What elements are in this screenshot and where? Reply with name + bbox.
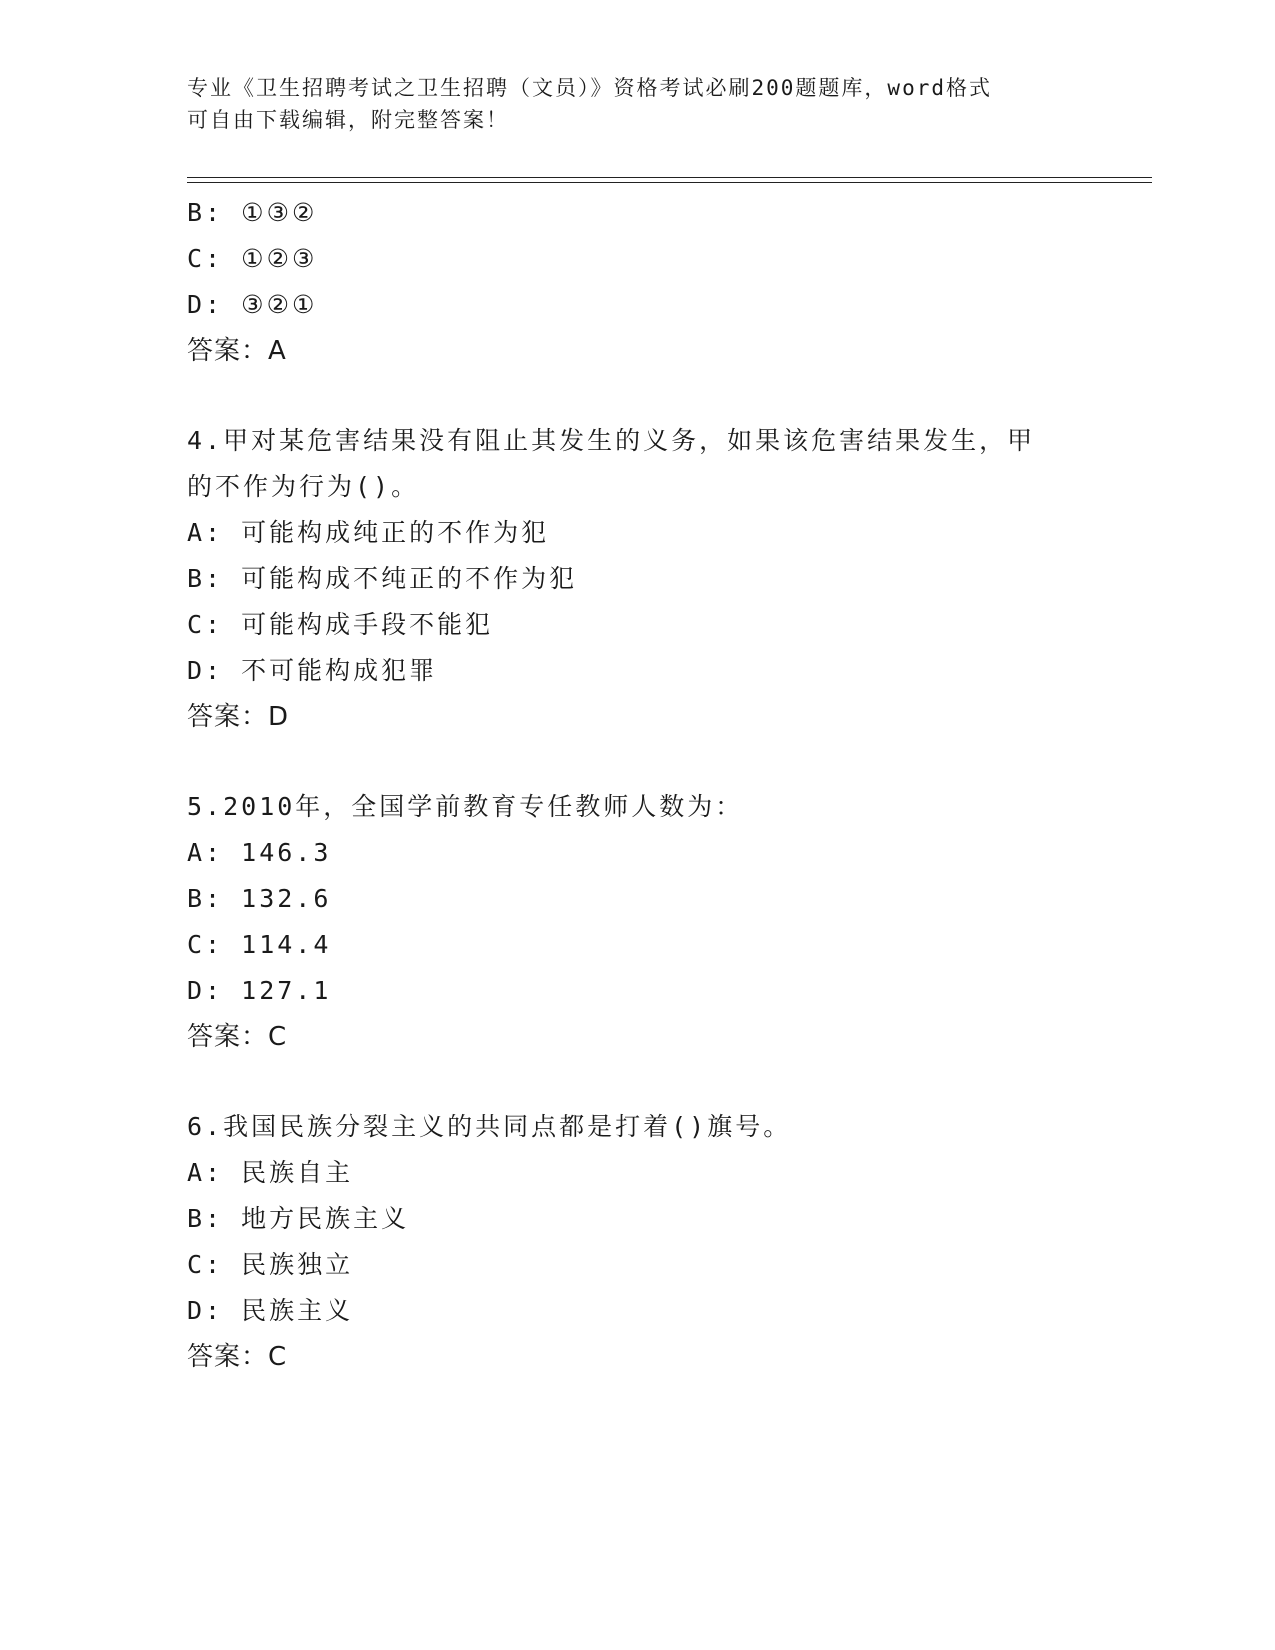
option-b: B: 地方民族主义	[187, 1204, 410, 1233]
header-title-line2: 可自由下载编辑，附完整答案！	[187, 108, 509, 132]
answer-label: 答案：C	[187, 1022, 288, 1052]
option-b: B: ①③②	[187, 198, 318, 227]
option-b: B: 可能构成不纯正的不作为犯	[187, 564, 578, 593]
option-a: A: 146.3	[187, 838, 332, 867]
answer-label: 答案：D	[187, 702, 290, 732]
option-a: A: 民族自主	[187, 1158, 354, 1187]
option-a: A: 可能构成纯正的不作为犯	[187, 518, 550, 547]
question-list	[187, 190, 1087, 1380]
question-4	[187, 418, 1087, 740]
option-d: D: ③②①	[187, 290, 318, 319]
document-header	[187, 72, 1087, 136]
question-stem-line1: 4.甲对某危害结果没有阻止其发生的义务，如果该危害结果发生，甲	[187, 426, 1036, 455]
option-c: C: 可能构成手段不能犯	[187, 610, 494, 639]
answer-label: 答案：A	[187, 336, 287, 366]
option-b: B: 132.6	[187, 884, 332, 913]
header-divider-top	[187, 177, 1152, 178]
question-stem: 6.我国民族分裂主义的共同点都是打着()旗号。	[187, 1112, 792, 1141]
option-d: D: 民族主义	[187, 1296, 354, 1325]
header-title-line1: 专业《卫生招聘考试之卫生招聘（文员）》资格考试必刷200题题库，word格式	[187, 76, 992, 100]
option-d: D: 不可能构成犯罪	[187, 656, 438, 685]
question-5	[187, 784, 1087, 1060]
option-c: C: 民族独立	[187, 1250, 354, 1279]
header-divider-bottom	[187, 182, 1152, 183]
question-stem-line2: 的不作为行为()。	[187, 472, 420, 501]
option-d: D: 127.1	[187, 976, 332, 1005]
option-c: C: 114.4	[187, 930, 332, 959]
option-c: C: ①②③	[187, 244, 318, 273]
question-6	[187, 1104, 1087, 1380]
answer-label: 答案：C	[187, 1342, 288, 1372]
question-3-tail	[187, 190, 1087, 374]
question-stem: 5.2010年，全国学前教育专任教师人数为：	[187, 792, 744, 821]
